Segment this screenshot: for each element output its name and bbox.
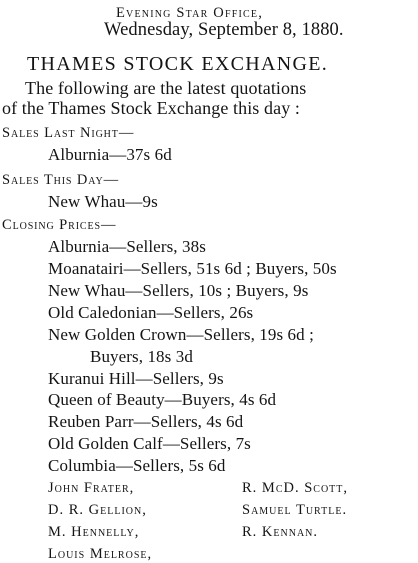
quotation-line: Reuben Parr—Sellers, 4s 6d — [48, 412, 244, 431]
date-line: Wednesday, September 8, 1880. — [104, 20, 344, 40]
quotation-line: Buyers, 18s 3d — [90, 347, 193, 366]
signatory: Samuel Turtle. — [242, 502, 348, 518]
quotation-line: Queen of Beauty—Buyers, 4s 6d — [48, 390, 277, 409]
quotation-line: New Whau—9s — [48, 192, 158, 211]
quotation-line: Kuranui Hill—Sellers, 9s — [48, 369, 224, 388]
intro-line-1: The following are the latest quotations — [25, 78, 307, 98]
signatory: R. McD. Scott, — [242, 480, 349, 496]
intro-line-2: of the Thames Stock Exchange this day : — [2, 98, 300, 118]
signatory: R. Kennan. — [242, 524, 319, 540]
quotation-line: New Golden Crown—Sellers, 19s 6d ; — [48, 325, 314, 344]
section-heading-sales-last-night: Sales Last Night— — [2, 125, 135, 141]
quotation-line: Old Caledonian—Sellers, 26s — [48, 303, 254, 322]
office-heading: Evening Star Office, — [116, 5, 264, 21]
article-title: THAMES STOCK EXCHANGE. — [27, 53, 329, 75]
quotation-line: Alburnia—37s 6d — [48, 145, 172, 164]
signatory: John Frater, — [48, 480, 135, 496]
signatory: M. Hennelly, — [48, 524, 140, 540]
quotation-line: Moanatairi—Sellers, 51s 6d ; Buyers, 50s — [48, 259, 337, 278]
section-heading-closing-prices: Closing Prices— — [2, 217, 117, 233]
quotation-line: Columbia—Sellers, 5s 6d — [48, 456, 226, 475]
quotation-line: Alburnia—Sellers, 38s — [48, 237, 206, 256]
quotation-line: New Whau—Sellers, 10s ; Buyers, 9s — [48, 281, 309, 300]
signatory: Louis Melrose, — [48, 546, 153, 562]
signatory: D. R. Gellion, — [48, 502, 147, 518]
quotation-line: Old Golden Calf—Sellers, 7s — [48, 434, 251, 453]
section-heading-sales-this-day: Sales This Day— — [2, 172, 120, 188]
